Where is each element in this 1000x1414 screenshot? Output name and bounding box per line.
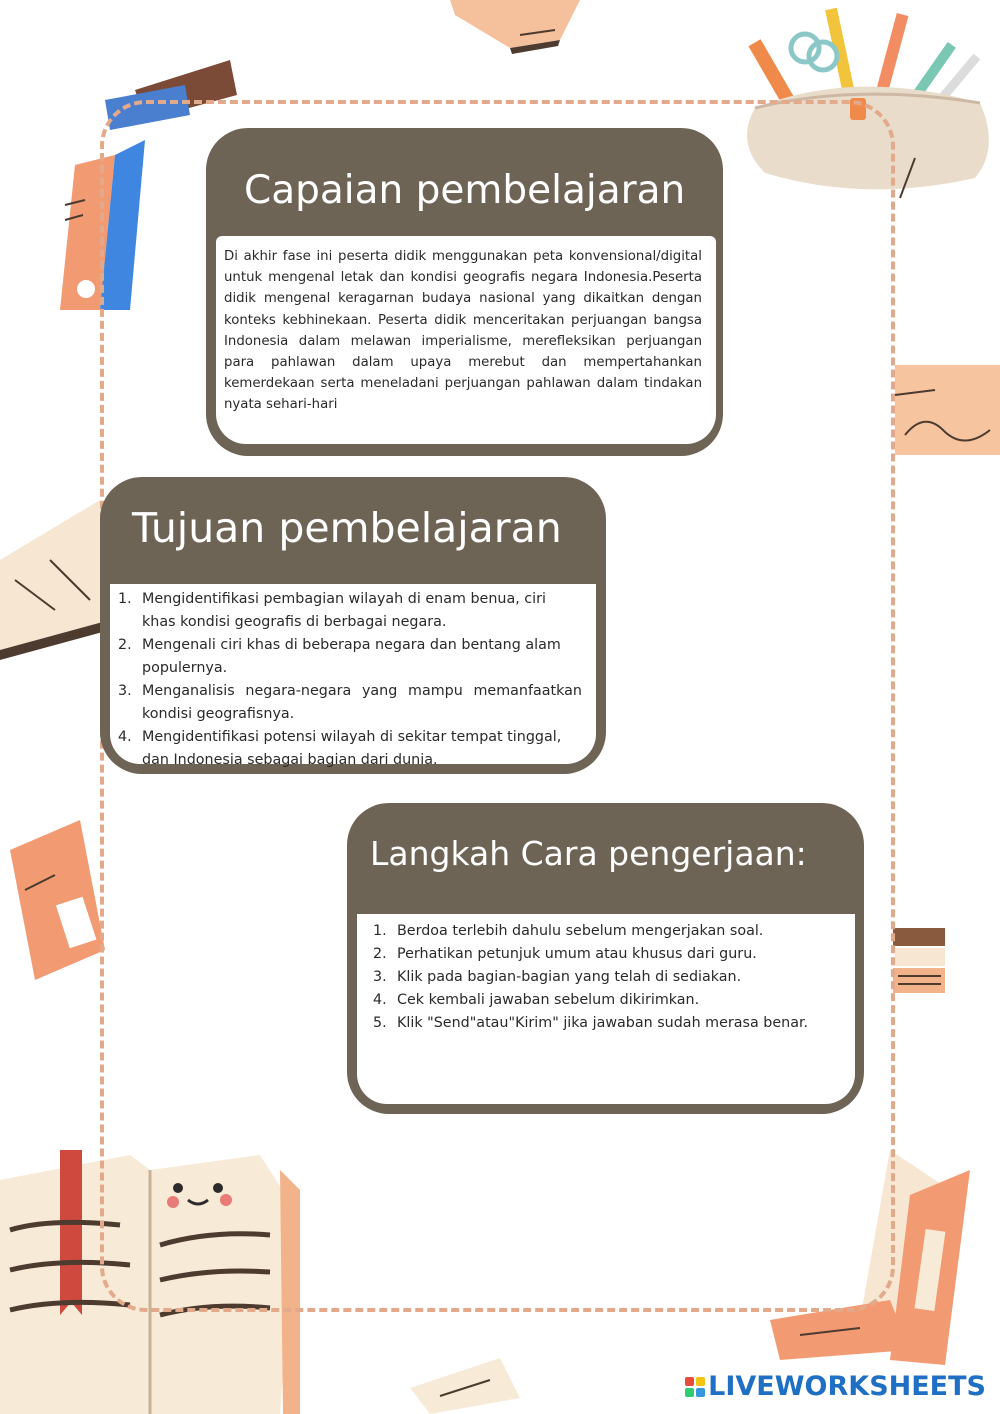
langkah-list <box>373 920 841 1035</box>
langkah-list-item <box>373 966 841 989</box>
tujuan-item-text: Menganalisis negara-negara yang mampu memanfaatkan kondisi geografisnya. <box>142 683 582 722</box>
tujuan-item-number: 3. <box>118 683 132 699</box>
langkah-item-number: 3. <box>373 969 387 985</box>
liveworksheets-logo-icon <box>685 1377 705 1397</box>
book-top-decoration <box>440 0 590 55</box>
langkah-item-text: Cek kembali jawaban sebelum dikirimkan. <box>397 992 700 1008</box>
langkah-item-text: Perhatikan petunjuk umum atau khusus dari guru. <box>397 946 757 962</box>
liveworksheets-brand <box>685 1371 986 1402</box>
tujuan-title: Tujuan pembelajaran <box>132 504 562 552</box>
langkah-card <box>347 803 864 1114</box>
langkah-item-text: Klik pada bagian-bagian yang telah di sediakan. <box>397 969 742 985</box>
langkah-item-text: Berdoa terlebih dahulu sebelum mengerjakan soal. <box>397 923 764 939</box>
tujuan-list-panel <box>110 584 596 768</box>
tujuan-list-item <box>118 680 582 726</box>
liveworksheets-wordmark: LIVEWORKSHEETS <box>708 1371 986 1402</box>
tujuan-list <box>118 588 582 772</box>
tujuan-item-number: 1. <box>118 591 132 607</box>
tujuan-item-text: Mengidentifikasi potensi wilayah di sekitar tempat tinggal, dan Indonesia sebagai bagian dari dunia. <box>142 729 562 768</box>
langkah-item-number: 1. <box>373 923 387 939</box>
open-book-left-decoration <box>0 500 110 660</box>
book-left-decoration <box>10 820 105 980</box>
langkah-list-item <box>373 1012 841 1035</box>
tujuan-list-item <box>118 726 582 772</box>
capaian-card <box>206 128 723 456</box>
langkah-item-text: Klik "Send"atau"Kirim" jika jawaban sudah merasa benar. <box>397 1015 809 1031</box>
tujuan-item-text: Mengenali ciri khas di beberapa negara dan bentang alam populernya. <box>142 637 561 676</box>
capaian-body-text: Di akhir fase ini peserta didik menggunakan peta konvensional/digital untuk mengenal letak dan kondisi geografis negara Indonesia.Peserta didik mengenal keragarnan budaya nasional yang dikaitkan dengan konteks kebhinekaan. Peserta didik menceritakan perjuangan bangsa Indonesia dalam melawan imperialisme, merefleksikan perjuangan para pahlawan dalam upaya merebut dan mempertahankan kemerdekaan serta meneladani perjuangan pahlawan dalam tindakan nyata sehari-hari <box>224 249 702 413</box>
tujuan-item-number: 4. <box>118 729 132 745</box>
book-bottom-decoration <box>410 1358 520 1414</box>
book-stack-right-decoration <box>893 918 948 998</box>
tujuan-card <box>100 477 606 774</box>
langkah-list-panel <box>357 914 855 1104</box>
langkah-item-number: 2. <box>373 946 387 962</box>
tujuan-item-text: Mengidentifikasi pembagian wilayah di enam benua, ciri khas kondisi geografis di berbagai negara. <box>142 591 546 630</box>
langkah-item-number: 4. <box>373 992 387 1008</box>
langkah-title: Langkah Cara pengerjaan: <box>370 834 807 873</box>
tujuan-list-item <box>118 634 582 680</box>
langkah-list-item <box>373 989 841 1012</box>
capaian-title: Capaian pembelajaran <box>244 168 686 213</box>
capaian-body-panel <box>216 236 716 444</box>
tujuan-item-number: 2. <box>118 637 132 653</box>
tujuan-list-item <box>118 588 582 634</box>
langkah-list-item <box>373 920 841 943</box>
langkah-item-number: 5. <box>373 1015 387 1031</box>
notebook-right-decoration <box>895 360 1000 460</box>
langkah-list-item <box>373 943 841 966</box>
